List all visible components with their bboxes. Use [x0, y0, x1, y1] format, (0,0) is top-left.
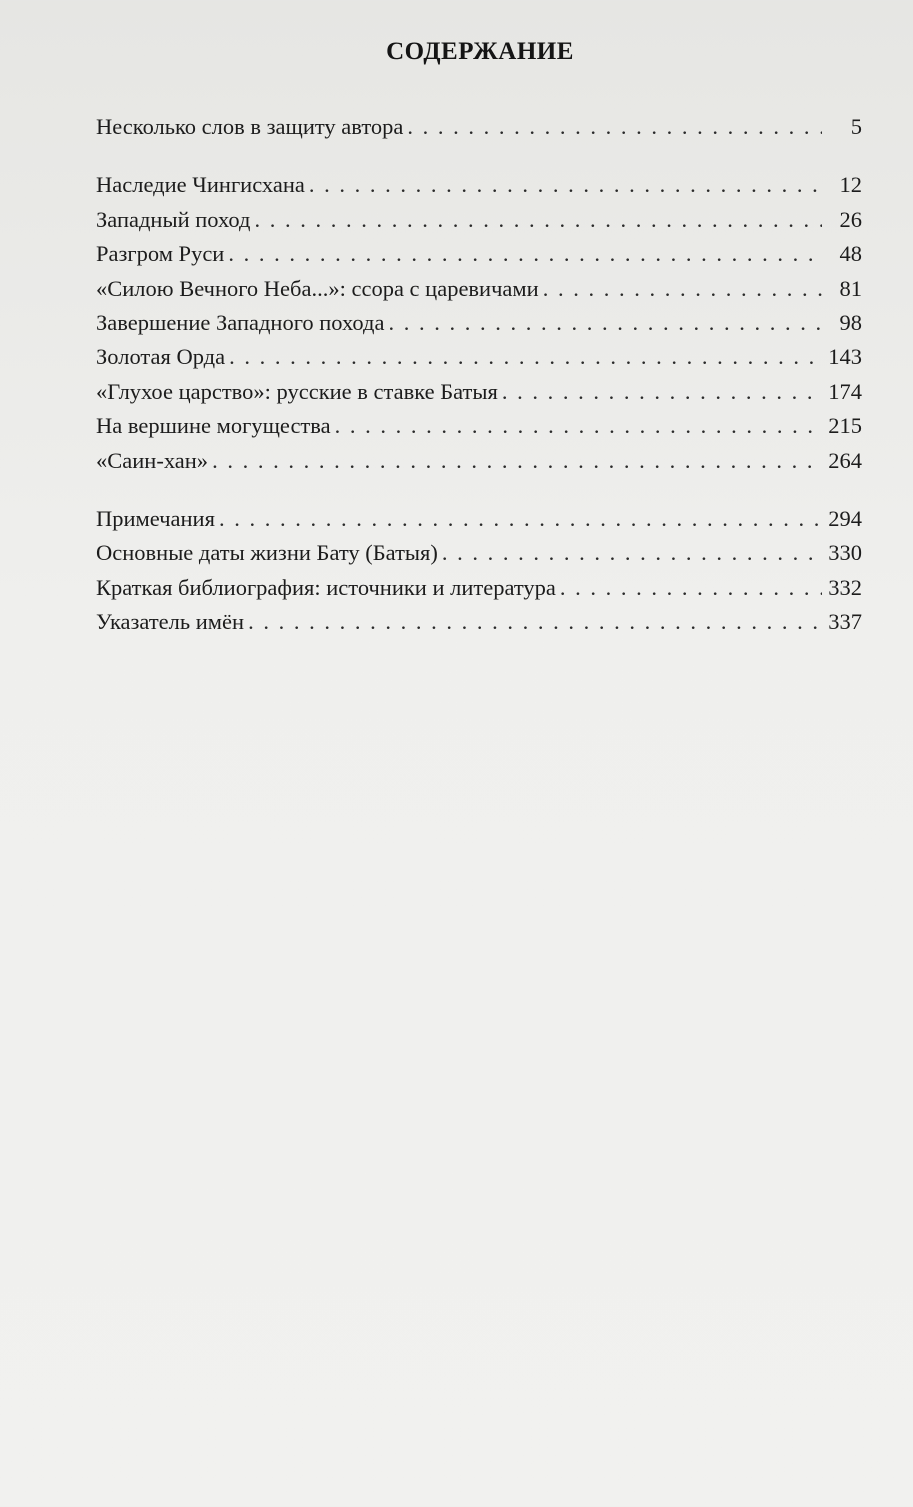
toc-entry-page: 12 — [839, 172, 862, 198]
toc-dot-leader — [309, 168, 822, 202]
toc-entry-page: 174 — [828, 378, 862, 404]
toc-entry — [96, 168, 862, 202]
toc-entry-title: Основные даты жизни Бату (Батыя) — [96, 540, 438, 566]
toc-entry — [96, 571, 862, 605]
toc-dot-leader — [248, 605, 822, 639]
toc-entry — [96, 375, 862, 409]
toc-dot-leader — [560, 571, 822, 605]
toc-entry-page: 48 — [839, 241, 862, 267]
page-title: СОДЕРЖАНИЕ — [386, 38, 574, 65]
toc-entry-page: 81 — [839, 275, 862, 301]
toc-entry-title: На вершине могущества — [96, 413, 331, 439]
toc-entry — [96, 340, 862, 374]
toc-entry — [96, 237, 862, 271]
toc-group-chapters — [96, 168, 862, 478]
toc-entry-page: 337 — [828, 609, 862, 635]
toc-entry — [96, 502, 862, 536]
table-of-contents — [96, 110, 862, 639]
toc-entry — [96, 409, 862, 443]
toc-entry-title: Указатель имён — [96, 609, 245, 635]
toc-dot-leader — [229, 340, 822, 374]
toc-entry-title: Разгром Руси — [96, 241, 225, 267]
toc-entry — [96, 110, 862, 144]
toc-dot-leader — [407, 110, 822, 144]
toc-dot-leader — [335, 409, 822, 443]
toc-entry-page: 264 — [828, 447, 862, 473]
toc-entry-title: «Силою Вечного Неба...»: ссора с царевичами — [96, 275, 539, 301]
toc-group-intro — [96, 110, 862, 144]
toc-entry-page: 5 — [850, 114, 862, 139]
toc-dot-leader — [219, 502, 822, 536]
toc-dot-leader — [543, 272, 822, 306]
toc-group-appendix — [96, 502, 862, 640]
toc-entry-page: 143 — [828, 344, 862, 370]
toc-entry — [96, 306, 862, 340]
toc-entry — [96, 444, 862, 478]
toc-entry — [96, 272, 862, 306]
toc-entry-page: 294 — [828, 505, 862, 531]
toc-entry-title: «Саин-хан» — [96, 447, 209, 473]
toc-dot-leader — [212, 444, 822, 478]
toc-entry-title: Западный поход — [96, 206, 251, 232]
toc-entry-page: 26 — [839, 206, 862, 232]
toc-dot-leader — [228, 237, 822, 271]
toc-dot-leader — [502, 375, 822, 409]
toc-entry-title: Несколько слов в защиту автора — [96, 114, 404, 139]
toc-entry-page: 332 — [828, 574, 862, 600]
toc-entry-title: Наследие Чингисхана — [96, 172, 305, 198]
toc-entry-title: Завершение Западного похода — [96, 309, 385, 335]
toc-entry-page: 98 — [839, 309, 862, 335]
toc-entry-title: Краткая библиография: источники и литература — [96, 574, 556, 600]
toc-dot-leader — [442, 536, 822, 570]
toc-entry — [96, 203, 862, 237]
toc-entry — [96, 536, 862, 570]
toc-entry-title: Золотая Орда — [96, 344, 226, 370]
toc-dot-leader — [254, 203, 822, 237]
toc-dot-leader — [388, 306, 822, 340]
toc-entry-title: «Глухое царство»: русские в ставке Батыя — [96, 378, 498, 404]
toc-entry-page: 215 — [828, 413, 862, 439]
toc-entry-page: 330 — [828, 540, 862, 566]
toc-entry — [96, 605, 862, 639]
toc-entry-title: Примечания — [96, 505, 215, 531]
